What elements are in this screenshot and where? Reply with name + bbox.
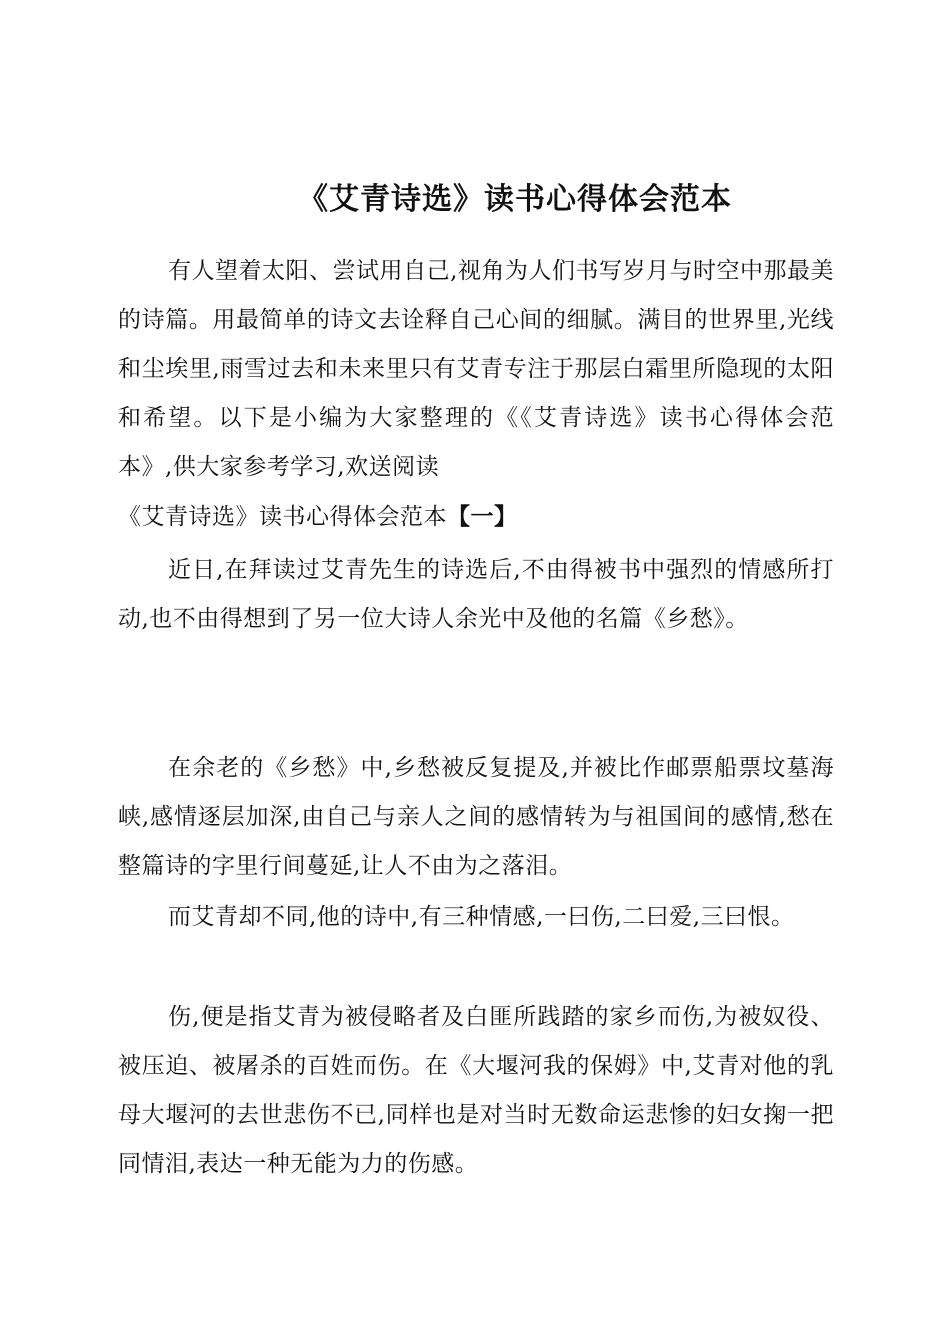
section-heading xyxy=(118,493,834,542)
section-heading-number: 【一】 xyxy=(447,504,518,530)
body-paragraph-3: 而艾青却不同,他的诗中,有三种情感,一曰伤,二曰爱,三曰恨。 xyxy=(168,904,795,930)
body-paragraph-2: 在余老的《乡愁》中,乡愁被反复提及,并被比作邮票船票坟墓海峡,感情逐层加深,由自己与亲人之间的感情转为与祖国间的感情,愁在整篇诗的字里行间蔓延,让人不由为之落泪。 xyxy=(118,755,834,879)
intro-paragraph: 有人望着太阳、尝试用自己,视角为人们书写岁月与时空中那最美的诗篇。用最简单的诗文去诠释自己心间的细腻。满目的世界里,光线和尘埃里,雨雪过去和未来里只有艾青专注于那层白霜里所隐现的太阳和希望。以下是小编为大家整理的《《艾青诗选》读书心得体会范本》,供大家参考学习,欢送阅读 xyxy=(118,258,834,480)
body-paragraph-4: 伤,便是指艾青为被侵略者及白匪所践踏的家乡而伤,为被奴役、被压迫、被屠杀的百姓而伤。在《大堰河我的保姆》中,艾青对他的乳母大堰河的去世悲伤不已,同样也是对当时无数命运悲惨的妇女掬一把同情泪,表达一种无能为力的伤感。 xyxy=(118,1004,834,1177)
document-title: 《艾青诗选》读书心得体会范本 xyxy=(298,182,732,217)
body-paragraph-1: 近日,在拜读过艾青先生的诗选后,不由得被书中强烈的情感所打动,也不由得想到了另一位大诗人余光中及他的名篇《乡愁》。 xyxy=(118,557,834,632)
section-heading-text: 《艾青诗选》读书心得体会范本 xyxy=(118,504,447,530)
